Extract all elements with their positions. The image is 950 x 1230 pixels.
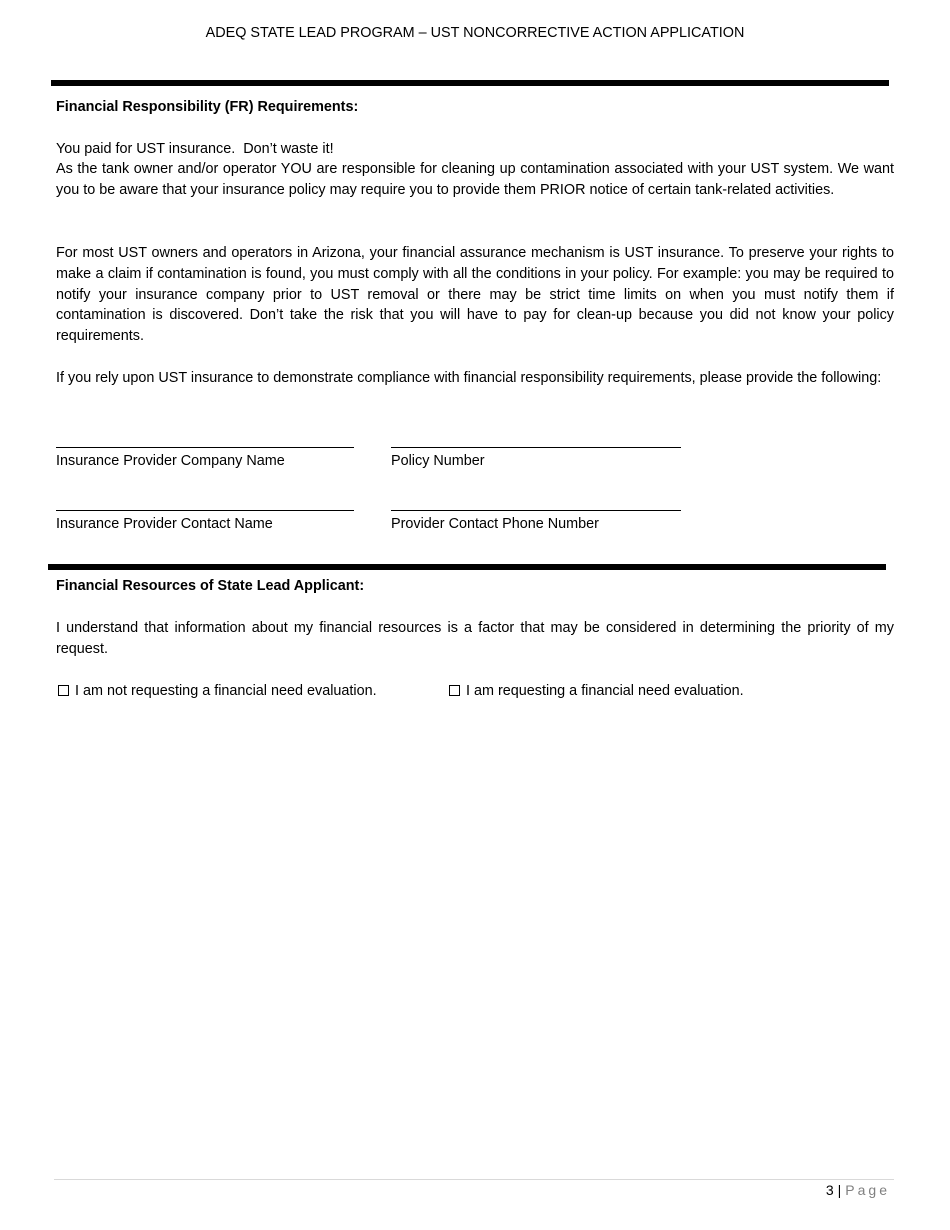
option-not-requesting[interactable]	[58, 681, 377, 701]
contact-phone-label: Provider Contact Phone Number	[391, 516, 599, 532]
page-header-title: ADEQ STATE LEAD PROGRAM – UST NONCORRECTIVE ACTION APPLICATION	[205, 25, 745, 41]
fr-insurance-paragraph: For most UST owners and operators in Arizona, your financial assurance mechanism is UST insurance. To preserve your rights to make a claim if contamination is found, you must comply with all the conditions in your policy. For example: you may be required to notify your insurance company prior to UST removal or there may be strict time limits on when you must notify them if contamination is discovered. Don’t take the risk that you will have to pay for clean-up because you did not know your policy requirements.	[56, 245, 894, 345]
option-requesting-label: I am requesting a financial need evaluation.	[466, 683, 744, 699]
page-word: Page	[845, 1182, 890, 1198]
contact-phone-field[interactable]	[391, 510, 681, 511]
fr-provide-paragraph: If you rely upon UST insurance to demonstrate compliance with financial responsibility requirements, please provide the following:	[56, 370, 882, 386]
option-not-requesting-label: I am not requesting a financial need evaluation.	[75, 683, 377, 699]
company-name-label: Insurance Provider Company Name	[56, 453, 285, 469]
policy-number-field[interactable]	[391, 447, 681, 448]
fr-intro-paragraph: As the tank owner and/or operator YOU are responsible for cleaning up contamination associated with your UST system. We want you to be aware that your insurance policy may require you to provide them PRIOR notice of certain tank-related activities.	[56, 161, 894, 198]
checkbox-requesting[interactable]	[449, 685, 460, 696]
company-name-field[interactable]	[56, 447, 354, 448]
footer-divider	[54, 1179, 894, 1180]
fr-intro-line: You paid for UST insurance. Don’t waste it!	[56, 141, 334, 157]
section-divider	[48, 564, 886, 570]
resources-section-heading: Financial Resources of State Lead Applicant:	[56, 578, 365, 594]
page-number: 3	[825, 1182, 834, 1198]
contact-name-label: Insurance Provider Contact Name	[56, 516, 273, 532]
footer-separator: |	[837, 1182, 842, 1198]
fr-section-heading: Financial Responsibility (FR) Requirements:	[56, 99, 359, 115]
page-footer	[826, 1181, 890, 1199]
option-requesting[interactable]	[449, 681, 744, 701]
section-divider	[51, 80, 889, 86]
checkbox-not-requesting[interactable]	[58, 685, 69, 696]
contact-name-field[interactable]	[56, 510, 354, 511]
resources-paragraph: I understand that information about my financial resources is a factor that may be considered in determining the priority of my request.	[56, 620, 894, 657]
policy-number-label: Policy Number	[391, 453, 485, 469]
